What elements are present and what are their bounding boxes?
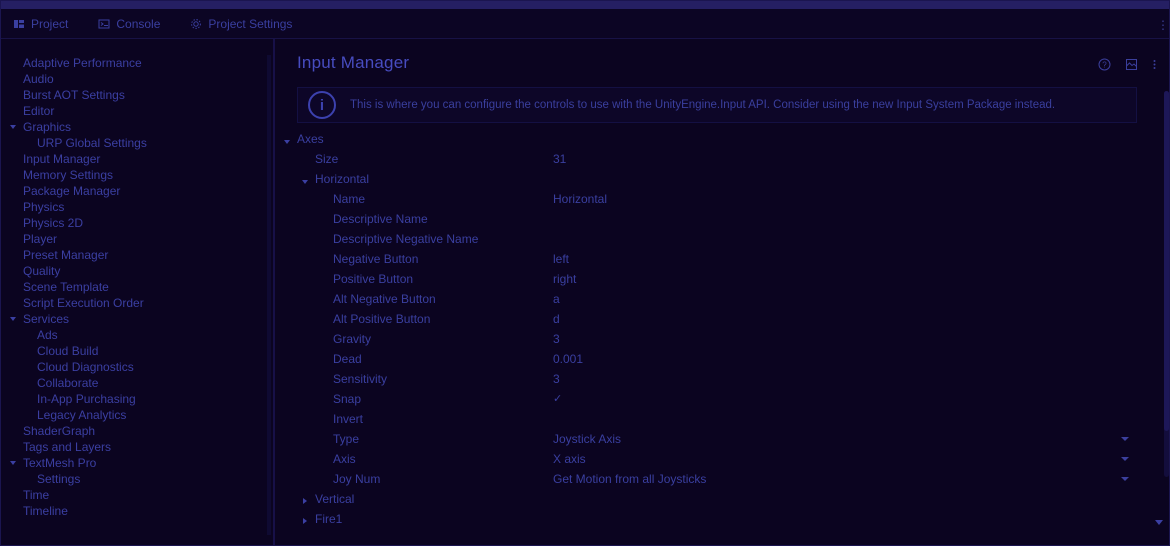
sidebar-item-label: Settings xyxy=(37,472,81,486)
property-label-inner xyxy=(333,372,387,386)
property-row xyxy=(275,169,1151,189)
sidebar-item-burst-aot-settings[interactable] xyxy=(1,87,273,103)
sidebar-item-services[interactable] xyxy=(1,311,273,327)
property-label-inner xyxy=(333,432,359,446)
property-value[interactable]: d xyxy=(553,312,560,326)
property-label: Joy Num xyxy=(333,472,381,486)
sidebar-item-input-manager[interactable] xyxy=(1,151,273,167)
property-label-wrap xyxy=(275,152,338,166)
window-title-strip xyxy=(1,1,1170,9)
chevron-down-icon[interactable] xyxy=(10,125,16,132)
property-label-wrap xyxy=(275,232,478,246)
sidebar-item-scene-template[interactable] xyxy=(1,279,273,295)
property-row xyxy=(275,329,1151,349)
sidebar-scrollbar[interactable] xyxy=(267,55,271,535)
property-row xyxy=(275,249,1151,269)
sidebar-item-label: Graphics xyxy=(23,120,72,134)
property-label: Gravity xyxy=(333,332,372,346)
property-value[interactable]: 31 xyxy=(553,152,567,166)
property-row xyxy=(275,369,1151,389)
sidebar-item-label: Tags and Layers xyxy=(23,440,112,454)
property-label-wrap xyxy=(275,392,361,406)
sidebar-item-timeline[interactable] xyxy=(1,503,273,519)
chevron-down-icon[interactable] xyxy=(1121,457,1129,461)
project-icon xyxy=(13,18,25,30)
property-checkbox[interactable] xyxy=(553,414,563,424)
property-label-wrap xyxy=(275,372,387,386)
info-icon: i xyxy=(308,91,336,119)
svg-text:?: ? xyxy=(1102,60,1107,70)
sidebar-item-label: URP Global Settings xyxy=(37,136,147,150)
property-value[interactable]: 0.001 xyxy=(553,352,584,366)
property-label: Alt Negative Button xyxy=(333,292,436,306)
settings-sidebar[interactable] xyxy=(1,39,273,546)
sidebar-item-package-manager[interactable] xyxy=(1,183,273,199)
toolbar-overflow-menu[interactable]: ⋮ xyxy=(1157,18,1169,32)
sidebar-item-label: Services xyxy=(23,312,70,326)
property-label: Name xyxy=(333,192,366,206)
sidebar-item-label: Cloud Build xyxy=(37,344,99,358)
property-label-inner xyxy=(333,312,430,326)
property-row xyxy=(275,229,1151,249)
property-label-inner xyxy=(333,232,478,246)
content-bottom-caret-icon[interactable] xyxy=(1155,520,1163,525)
property-label-inner xyxy=(297,132,324,146)
property-value[interactable]: a xyxy=(553,292,560,306)
chevron-down-icon[interactable] xyxy=(1121,477,1129,481)
property-value[interactable]: left xyxy=(553,252,570,266)
property-label: Axis xyxy=(333,452,356,466)
sidebar-item-label: Physics 2D xyxy=(23,216,84,230)
property-label-inner xyxy=(315,152,338,166)
property-label-inner xyxy=(315,512,342,526)
property-row xyxy=(275,209,1151,229)
help-message-box xyxy=(297,87,1137,123)
content-scrollbar[interactable] xyxy=(1164,91,1169,477)
toolbar-tab-console[interactable] xyxy=(94,15,164,33)
property-label: Axes xyxy=(297,132,324,146)
property-row xyxy=(275,409,1151,429)
sidebar-item-label: Package Manager xyxy=(23,184,121,198)
sidebar-item-label: ShaderGraph xyxy=(23,424,96,438)
property-label: Descriptive Name xyxy=(333,212,428,226)
property-label-inner xyxy=(315,492,354,506)
sidebar-item-label: TextMesh Pro xyxy=(23,456,97,470)
sidebar-item-label: Timeline xyxy=(23,504,68,518)
sidebar-item-quality[interactable] xyxy=(1,263,273,279)
sidebar-item-physics[interactable] xyxy=(1,199,273,215)
sidebar-item-cloud-diagnostics[interactable] xyxy=(1,359,273,375)
sidebar-item-label: Preset Manager xyxy=(23,248,109,262)
content-header xyxy=(275,39,1170,77)
property-label-wrap xyxy=(275,452,356,466)
sidebar-item-label: Burst AOT Settings xyxy=(23,88,125,102)
sidebar-list xyxy=(1,55,273,519)
kebab-menu-icon[interactable] xyxy=(1152,58,1157,74)
sidebar-item-adaptive-performance[interactable] xyxy=(1,55,273,71)
property-row xyxy=(275,509,1151,529)
property-row xyxy=(275,389,1151,409)
sidebar-item-label: Legacy Analytics xyxy=(37,408,127,422)
property-label-wrap xyxy=(275,312,430,326)
property-row xyxy=(275,129,1151,149)
sidebar-item-label: Script Execution Order xyxy=(23,296,144,310)
property-label-wrap xyxy=(275,352,362,366)
header-icons xyxy=(1098,58,1157,74)
sidebar-item-urp-global-settings[interactable] xyxy=(1,135,273,151)
properties-list xyxy=(275,129,1151,546)
toolbar-tab-project[interactable] xyxy=(9,15,72,33)
property-label-inner xyxy=(333,452,356,466)
property-row xyxy=(275,189,1151,209)
sidebar-item-settings[interactable] xyxy=(1,471,273,487)
sidebar-item-label: Ads xyxy=(37,328,58,342)
property-label-wrap xyxy=(275,332,371,346)
property-label-inner xyxy=(333,472,380,486)
property-label-inner xyxy=(333,392,361,406)
chevron-right-icon[interactable] xyxy=(303,518,307,524)
property-label-inner xyxy=(333,272,413,286)
property-label: Invert xyxy=(333,412,364,426)
sidebar-item-label: Memory Settings xyxy=(23,168,114,182)
property-dropdown-value[interactable]: Joystick Axis xyxy=(553,432,622,446)
sidebar-item-label: In-App Purchasing xyxy=(37,392,136,406)
chevron-down-icon[interactable] xyxy=(10,317,16,324)
sidebar-item-textmesh-pro[interactable] xyxy=(1,455,273,471)
property-label: Size xyxy=(315,152,339,166)
sidebar-item-time[interactable] xyxy=(1,487,273,503)
property-label-wrap xyxy=(275,432,359,446)
sidebar-item-audio[interactable] xyxy=(1,71,273,87)
property-label: Positive Button xyxy=(333,272,414,286)
property-label-wrap xyxy=(275,212,428,226)
property-label-inner xyxy=(333,352,362,366)
property-label-inner xyxy=(333,412,363,426)
sidebar-item-label: Scene Template xyxy=(23,280,109,294)
property-row xyxy=(275,429,1151,449)
chevron-down-icon[interactable] xyxy=(284,140,290,147)
sidebar-item-player[interactable] xyxy=(1,231,273,247)
property-row xyxy=(275,309,1151,329)
property-label-wrap xyxy=(275,512,342,526)
page-title: Input Manager xyxy=(297,53,410,72)
main-area xyxy=(1,39,1170,546)
sidebar-item-editor[interactable] xyxy=(1,103,273,119)
property-row xyxy=(275,269,1151,289)
sidebar-item-memory-settings[interactable] xyxy=(1,167,273,183)
property-label-wrap xyxy=(275,132,324,146)
property-label-wrap xyxy=(275,292,436,306)
sidebar-item-script-execution-order[interactable] xyxy=(1,295,273,311)
sidebar-item-label: Quality xyxy=(23,264,61,278)
sidebar-item-in-app-purchasing[interactable] xyxy=(1,391,273,407)
property-label-wrap xyxy=(275,412,363,426)
property-label-inner xyxy=(333,192,365,206)
toolbar-tab-label: Project xyxy=(31,16,69,31)
chevron-right-icon[interactable] xyxy=(303,498,307,504)
property-checkbox[interactable]: ✓ xyxy=(553,393,563,405)
property-label: Horizontal xyxy=(315,172,370,186)
settings-content xyxy=(275,39,1170,546)
property-row xyxy=(275,489,1151,509)
property-label-inner xyxy=(333,252,418,266)
sidebar-item-legacy-analytics[interactable] xyxy=(1,407,273,423)
sidebar-item-label: Input Manager xyxy=(23,152,101,166)
sidebar-item-label: Cloud Diagnostics xyxy=(37,360,134,374)
property-dropdown-value[interactable]: X axis xyxy=(553,452,586,466)
property-value[interactable]: 3 xyxy=(553,372,560,386)
property-label: Alt Positive Button xyxy=(333,312,431,326)
property-label-inner xyxy=(333,292,436,306)
property-value[interactable]: 3 xyxy=(553,332,560,346)
property-row xyxy=(275,289,1151,309)
property-row xyxy=(275,149,1151,169)
sidebar-item-collaborate[interactable] xyxy=(1,375,273,391)
property-label: Dead xyxy=(333,352,362,366)
property-label: Negative Button xyxy=(333,252,419,266)
toolbar-tab-label: Console xyxy=(116,16,161,31)
sidebar-item-label: Audio xyxy=(23,72,54,86)
toolbar xyxy=(1,9,1170,39)
sidebar-item-ads[interactable] xyxy=(1,327,273,343)
property-label-wrap xyxy=(275,192,365,206)
sidebar-item-cloud-build[interactable] xyxy=(1,343,273,359)
property-label-wrap xyxy=(275,472,380,486)
sidebar-item-preset-manager[interactable] xyxy=(1,247,273,263)
property-label-inner xyxy=(333,212,428,226)
chevron-down-icon[interactable] xyxy=(1121,437,1129,441)
content-scrollbar-thumb[interactable] xyxy=(1164,91,1169,431)
sidebar-item-graphics[interactable] xyxy=(1,119,273,135)
toolbar-tab-label: Project Settings xyxy=(208,16,293,31)
property-label: Fire1 xyxy=(315,512,343,526)
property-row xyxy=(275,469,1151,489)
property-label-wrap xyxy=(275,492,354,506)
sidebar-item-label: Adaptive Performance xyxy=(23,56,142,70)
property-label: Vertical xyxy=(315,492,355,506)
property-value[interactable]: Horizontal xyxy=(553,192,608,206)
property-label: Type xyxy=(333,432,360,446)
property-label-wrap xyxy=(275,252,418,266)
chevron-down-icon[interactable] xyxy=(10,461,16,468)
sidebar-item-label: Physics xyxy=(23,200,65,214)
property-row xyxy=(275,449,1151,469)
sidebar-item-tags-and-layers[interactable] xyxy=(1,439,273,455)
toolbar-tab-project-settings[interactable] xyxy=(186,15,296,33)
property-label-inner xyxy=(333,332,371,346)
property-label: Sensitivity xyxy=(333,372,388,386)
chevron-down-icon[interactable] xyxy=(302,180,308,187)
property-label-inner xyxy=(315,172,369,186)
sidebar-item-shadergraph[interactable] xyxy=(1,423,273,439)
gear-icon xyxy=(190,18,202,30)
property-row xyxy=(275,349,1151,369)
sidebar-item-label: Editor xyxy=(23,104,55,118)
sidebar-item-label: Collaborate xyxy=(37,376,99,390)
property-value[interactable]: right xyxy=(553,272,577,286)
sidebar-item-physics-2d[interactable] xyxy=(1,215,273,231)
sidebar-item-label: Player xyxy=(23,232,58,246)
help-message-text: This is where you can configure the controls to use with the UnityEngine.Input API. Consider using the new Input System Package instead. xyxy=(350,99,1056,111)
sidebar-item-label: Time xyxy=(23,488,50,502)
console-icon xyxy=(98,18,110,30)
property-label-wrap xyxy=(275,172,369,186)
preset-icon[interactable] xyxy=(1125,58,1138,74)
help-icon[interactable] xyxy=(1098,58,1111,74)
property-label: Descriptive Negative Name xyxy=(333,232,479,246)
property-label: Snap xyxy=(333,392,362,406)
property-dropdown-value[interactable]: Get Motion from all Joysticks xyxy=(553,472,707,486)
property-label-wrap xyxy=(275,272,413,286)
